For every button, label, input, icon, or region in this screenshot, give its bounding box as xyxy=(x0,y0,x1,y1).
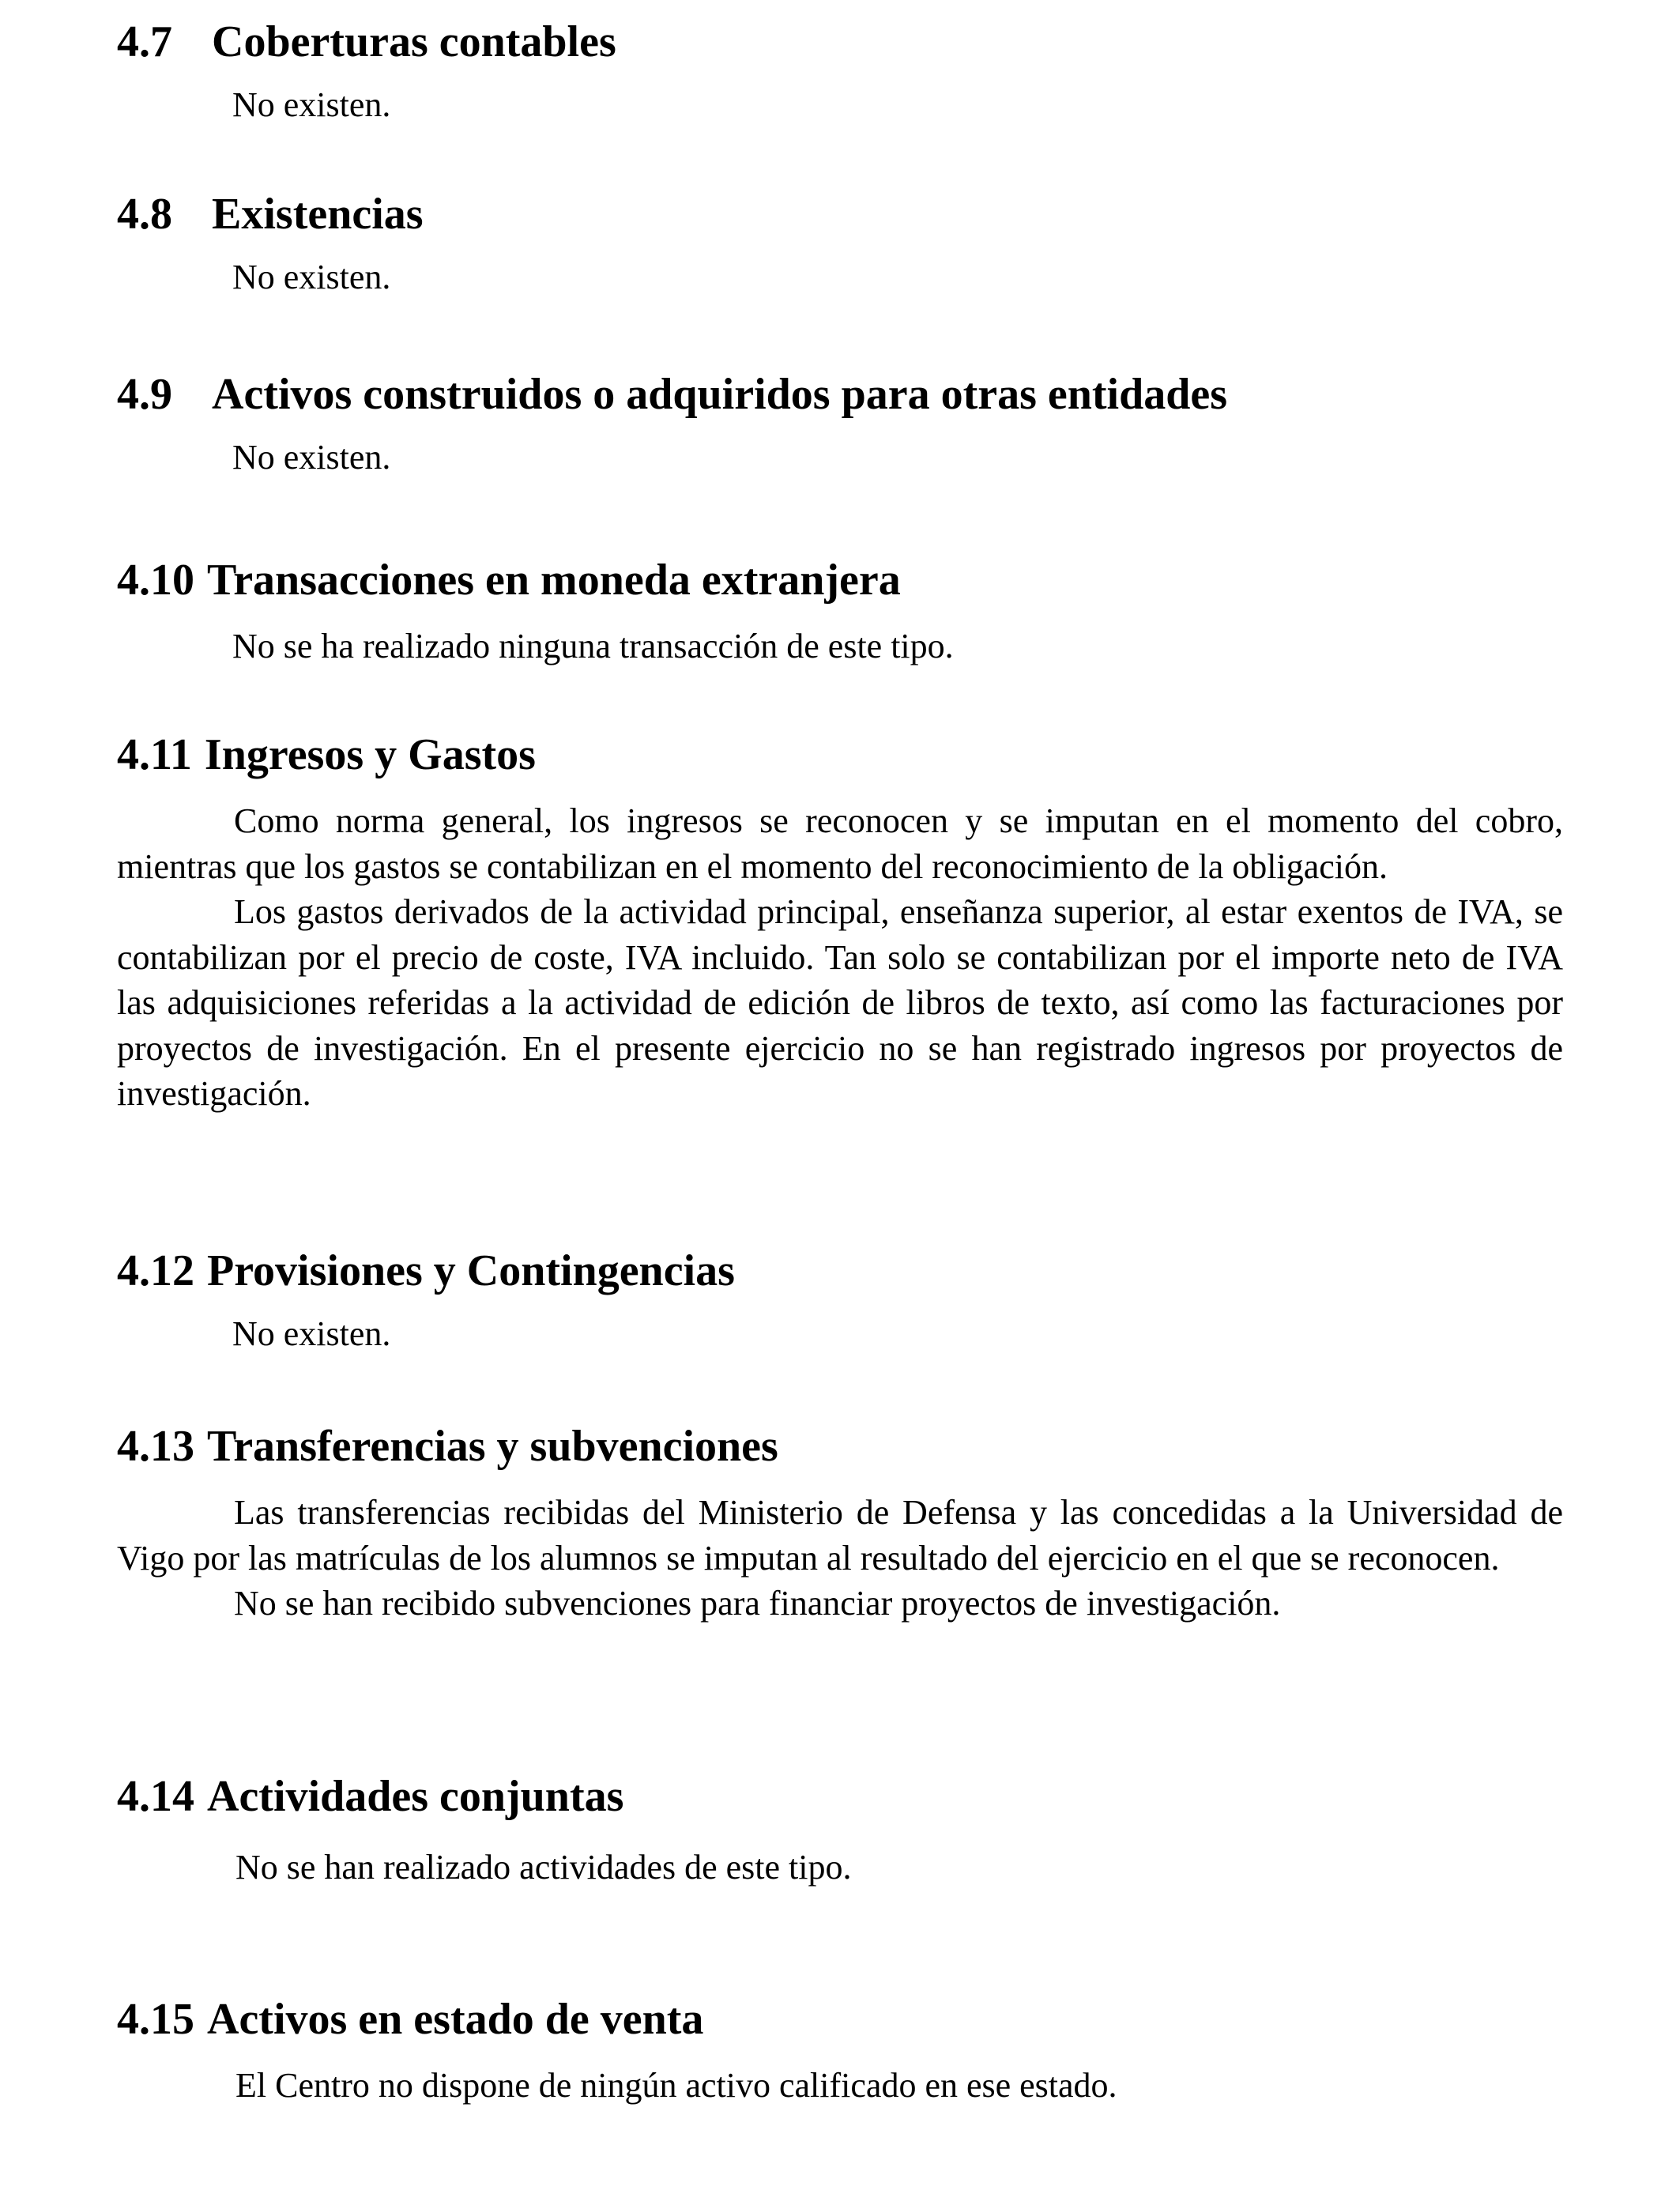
section-4-8 xyxy=(117,188,1563,300)
section-4-14 xyxy=(117,1770,1563,1891)
section-number: 4.9 xyxy=(117,370,172,419)
section-number: 4.15 xyxy=(117,1995,194,2044)
section-heading xyxy=(117,368,1563,420)
section-4-15 xyxy=(117,1993,1563,2109)
section-heading xyxy=(117,1245,1563,1297)
section-title: Activos construidos o adquiridos para otras entidades xyxy=(212,370,1228,419)
section-4-9 xyxy=(117,368,1563,481)
section-title: Existencias xyxy=(212,190,424,239)
section-number: 4.7 xyxy=(117,17,172,66)
section-4-11 xyxy=(117,729,1563,1117)
section-4-13 xyxy=(117,1420,1563,1627)
section-heading xyxy=(117,1993,1563,2045)
section-body: No se ha realizado ninguna transacción de este tipo. xyxy=(232,627,954,665)
section-paragraph: Las transferencias recibidas del Ministerio de Defensa y las concedidas a la Universidad de Vigo por las matrículas de los alumnos se imputan al resultado del ejercicio en el que se reconocen. xyxy=(117,1493,1563,1578)
section-4-7 xyxy=(117,16,1563,128)
section-body: No existen. xyxy=(232,438,391,477)
section-heading xyxy=(117,729,1563,781)
section-title: Transferencias y subvenciones xyxy=(207,1422,778,1471)
section-heading xyxy=(117,188,1563,240)
section-body: El Centro no dispone de ningún activo calificado en ese estado. xyxy=(235,2066,1117,2105)
section-heading xyxy=(117,554,1563,606)
section-body: No existen. xyxy=(232,1314,391,1353)
section-number: 4.13 xyxy=(117,1422,194,1471)
section-title: Activos en estado de venta xyxy=(207,1995,704,2044)
section-body: No se han realizado actividades de este tipo. xyxy=(235,1848,852,1887)
section-4-10 xyxy=(117,554,1563,669)
section-title: Provisiones y Contingencias xyxy=(207,1246,735,1295)
section-number: 4.10 xyxy=(117,556,194,605)
section-title: Actividades conjuntas xyxy=(207,1772,624,1821)
section-body: No existen. xyxy=(232,85,391,124)
section-title: Coberturas contables xyxy=(212,17,616,66)
section-4-12 xyxy=(117,1245,1563,1357)
section-number: 4.11 xyxy=(117,730,192,779)
section-paragraph: Los gastos derivados de la actividad principal, enseñanza superior, al estar exentos de IVA, se contabilizan por el precio de coste, IVA incluido. Tan solo se contabilizan por el importe neto de IVA las adquisiciones referidas a la actividad de edición de libros de texto, así como las facturaciones por proyectos de investigación. En el presente ejercicio no se han registrado ingresos por proyectos de investigación. xyxy=(117,892,1563,1113)
section-heading xyxy=(117,1420,1563,1472)
section-body: No existen. xyxy=(232,258,391,296)
section-paragraph: No se han recibido subvenciones para financiar proyectos de investigación. xyxy=(234,1584,1281,1623)
section-number: 4.8 xyxy=(117,190,172,239)
section-paragraph: Como norma general, los ingresos se reconocen y se imputan en el momento del cobro, mientras que los gastos se contabilizan en el momento del reconocimiento de la obligación. xyxy=(117,801,1563,886)
section-title: Ingresos y Gastos xyxy=(204,730,536,779)
section-heading xyxy=(117,1770,1563,1823)
section-title: Transacciones en moneda extranjera xyxy=(207,556,901,605)
section-number: 4.12 xyxy=(117,1246,194,1295)
section-number: 4.14 xyxy=(117,1772,194,1821)
section-heading xyxy=(117,16,1563,68)
